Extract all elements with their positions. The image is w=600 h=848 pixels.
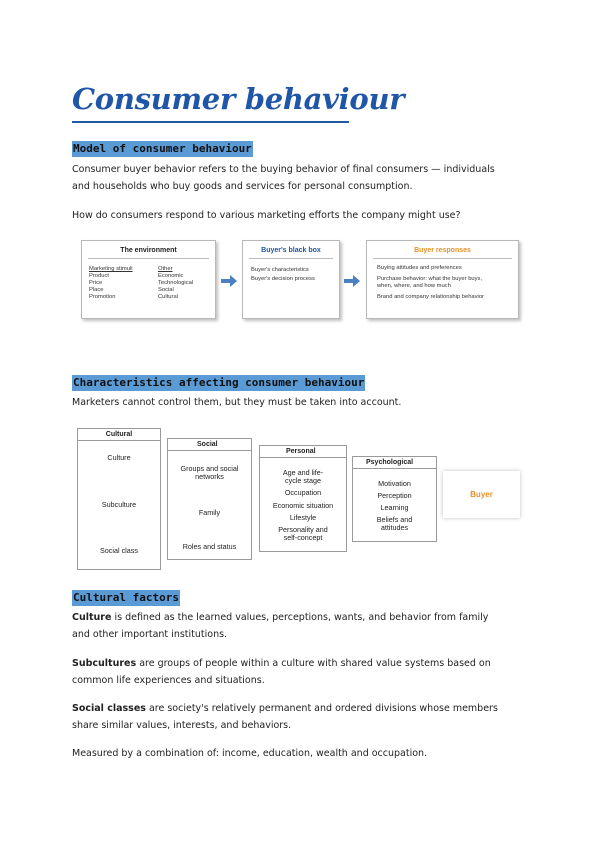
title-underline [72,121,349,123]
other-stimuli-title: Other [158,266,173,272]
definition-text: are groups of people within a culture with shared value systems based on [139,658,491,669]
list-item: Place [89,287,104,293]
heading-characteristics: Characteristics affecting consumer behaviour [73,376,365,389]
term-social-classes: Social classes [72,703,146,714]
social-title: Social [168,439,251,451]
list-item: Family [198,508,221,517]
list-item: Subculture [101,500,137,509]
definition-text: are society's relatively permanent and ordered divisions whose members [148,703,498,714]
term-subcultures: Subcultures [72,658,137,669]
marketing-stimuli-title: Marketing stimuli [89,266,133,272]
list-item: Price [89,280,103,286]
paragraph-culture [72,609,532,643]
paragraph-question: How do consumers respond to various marketing efforts the company might use? [72,210,461,221]
list-item: Personality and [278,525,328,534]
list-item: Perception [377,491,412,500]
list-item: Technological [158,280,194,286]
paragraph-line: and other important institutions. [72,629,228,640]
paragraph-measured: Measured by a combination of: income, education, wealth and occupation. [72,748,428,759]
list-item: attitudes [380,523,409,532]
list-item: Purchase behavior: what the buyer buys, [377,276,483,282]
list-item: Brand and company relationship behavior [377,294,484,300]
page-title: Consumer behaviour [72,82,405,116]
buyer-box: Buyer [443,471,520,518]
list-item: Social class [100,546,138,555]
term-culture: Culture [72,612,112,623]
list-item: Age and life- [282,468,324,477]
psychological-title: Psychological [353,457,436,469]
list-item: Cultural [158,294,178,300]
list-item: Buying attitudes and preferences [377,265,462,271]
paragraph-line: share similar values, interests, and behaviors. [72,720,292,731]
paragraph-line: and households who buy goods and services for personal consumption. [72,181,413,192]
arrow-right-icon [221,275,237,287]
list-item: Promotion [89,294,116,300]
definition-text: is defined as the learned values, perceptions, wants, and behavior from family [114,612,489,623]
list-item: Motivation [378,479,411,488]
list-item: Buyer's characteristics [251,267,309,273]
list-item: Occupation [284,488,322,497]
list-item: Buyer's decision process [251,276,315,282]
marketing-stimuli-column [89,266,133,301]
black-box [242,240,340,319]
environment-title: The environment [120,247,177,254]
list-item: self-concept [283,533,323,542]
list-item: when, where, and how much [377,283,451,289]
paragraph-line [72,700,532,717]
black-box-list [251,267,315,283]
black-box-title: Buyer's black box [261,247,321,254]
paragraph-line: common life experiences and situations. [72,675,265,686]
cultural-title: Cultural [78,429,160,441]
arrow-right-icon [344,275,360,287]
list-item: Economic situation [272,501,334,510]
list-item: Economic [158,273,184,279]
heading-cultural-factors: Cultural factors [73,591,179,604]
heading-model-of-consumer-behaviour: Model of consumer behaviour [73,142,252,155]
buyer-responses-list [377,265,484,301]
paragraph-characteristics: Marketers cannot control them, but they must be taken into account. [72,397,402,408]
cultural-box [77,428,161,570]
psychological-box [352,456,437,542]
paragraph-line [72,609,532,626]
buyer-responses-box [366,240,519,319]
paragraph-line: Consumer buyer behavior refers to the buying behavior of final consumers — individuals [72,164,495,175]
list-item: Social [158,287,174,293]
list-item: cycle stage [285,476,321,485]
list-item: Lifestyle [289,513,317,522]
personal-box [259,445,347,552]
personal-title: Personal [260,446,346,458]
divider [249,258,333,259]
list-item: Beliefs and [376,515,413,524]
paragraph-subcultures [72,655,532,689]
list-item: Learning [380,503,409,512]
list-item: Roles and status [182,542,237,551]
paragraph-definition [72,161,532,195]
divider [88,258,209,259]
list-item: networks [195,472,224,481]
other-stimuli-column [158,266,193,301]
list-item: Groups and social [180,464,239,473]
divider [373,258,512,259]
paragraph-line [72,655,532,672]
environment-box [81,240,216,319]
social-box [167,438,252,560]
buyer-responses-title: Buyer responses [414,247,471,254]
paragraph-social-classes [72,700,532,734]
list-item: Culture [107,453,131,462]
list-item: Product [89,273,109,279]
